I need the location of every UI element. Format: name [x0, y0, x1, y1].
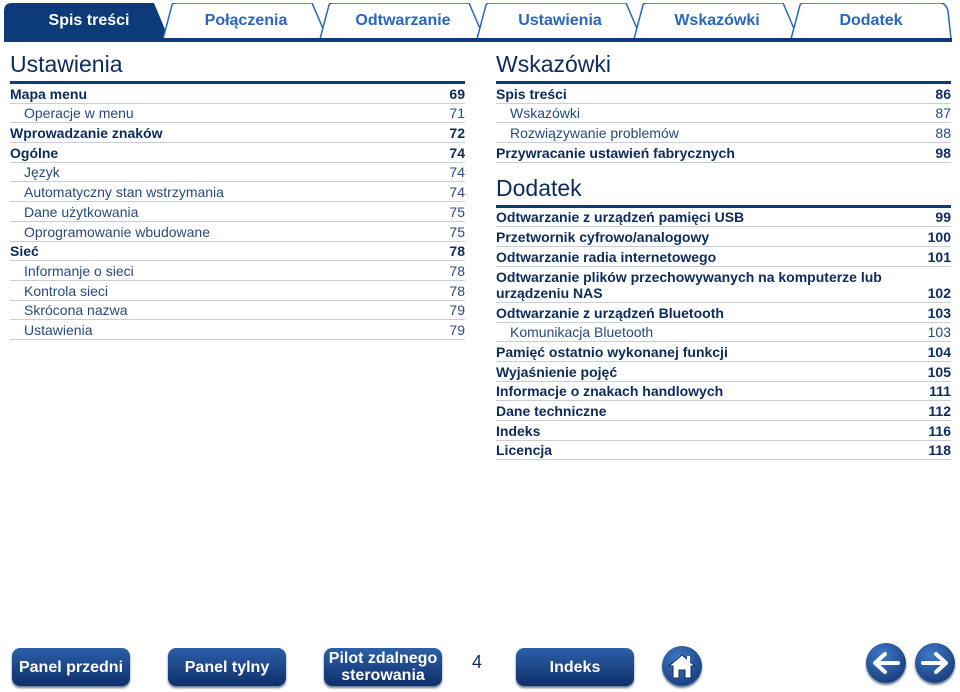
toc-entry-page: 78	[449, 243, 465, 260]
tab-bar	[4, 3, 952, 41]
button-label-line2: sterowania	[341, 667, 425, 684]
toc-list	[496, 208, 951, 461]
toc-entry[interactable]	[496, 342, 951, 362]
toc-entry[interactable]	[10, 242, 465, 262]
toc-entry-label: Odtwarzanie radia internetowego	[496, 248, 717, 265]
tab-label: Odtwarzanie	[355, 12, 451, 29]
section-title: Ustawienia	[10, 50, 465, 84]
toc-entry[interactable]	[10, 143, 465, 163]
button-label: Panel tylny	[184, 658, 270, 676]
remote-control-button[interactable]	[324, 648, 442, 686]
toc-entry-label: Przetwornik cyfrowo/analogowy	[496, 229, 710, 246]
rear-panel-button[interactable]	[168, 648, 286, 686]
toc-entry-page: 111	[929, 383, 951, 400]
back-button[interactable]	[866, 643, 906, 683]
toc-entry[interactable]	[496, 441, 951, 461]
toc-entry-label: Odtwarzanie z urządzeń pamięci USB	[496, 209, 745, 226]
toc-entry[interactable]	[496, 104, 951, 124]
tab-label: Ustawienia	[518, 12, 602, 29]
forward-button[interactable]	[915, 643, 955, 683]
toc-entry[interactable]	[10, 301, 465, 321]
toc-entry-label: Kontrola sieci	[24, 282, 109, 299]
page-number: 4	[472, 652, 483, 672]
toc-entry-label: Odtwarzanie plików przechowywanych na komputerze lub urządzeniu NAS	[496, 268, 882, 301]
tab-label: Spis treści	[48, 12, 130, 29]
toc-entry-label: Oprogramowanie wbudowane	[24, 223, 210, 240]
toc-entry-label: Mapa menu	[10, 85, 88, 102]
toc-entry[interactable]	[496, 247, 951, 267]
toc-entry[interactable]	[10, 123, 465, 143]
toc-entry[interactable]	[496, 362, 951, 382]
toc-entry-page: 88	[935, 125, 951, 142]
toc-entry-page: 112	[928, 402, 951, 419]
home-icon	[667, 652, 697, 680]
toc-entry-label: Wyjaśnienie pojęć	[496, 363, 618, 380]
toc-entry-page: 71	[449, 105, 465, 122]
tab-label: Połączenia	[204, 12, 288, 29]
section-ustawienia	[10, 50, 465, 340]
section-title: Wskazówki	[496, 50, 951, 84]
toc-entry-page: 99	[935, 209, 951, 226]
toc-entry-page: 101	[927, 248, 951, 265]
toc-entry[interactable]	[496, 421, 951, 441]
tab-polaczenia[interactable]	[162, 3, 330, 39]
section-wskazowki	[496, 50, 951, 460]
toc-entry-page: 78	[449, 262, 465, 279]
toc-entry-label: Ogólne	[10, 144, 59, 161]
toc-entry[interactable]	[10, 261, 465, 281]
toc-entry-page: 100	[927, 229, 951, 246]
button-label-line1: Pilot zdalnego	[328, 650, 438, 667]
toc-entry-label: Skrócona nazwa	[24, 302, 128, 319]
toc-list	[496, 84, 951, 163]
toc-entry[interactable]	[10, 320, 465, 340]
toc-entry-page: 87	[935, 105, 951, 122]
toc-entry[interactable]	[496, 208, 951, 228]
toc-entry-label: Język	[24, 164, 60, 181]
toc-entry[interactable]	[496, 123, 951, 143]
toc-entry-page: 74	[449, 144, 465, 161]
toc-entry-label: Ustawienia	[24, 321, 93, 338]
toc-entry-label: Automatyczny stan wstrzymania	[24, 184, 224, 201]
toc-entry-page: 72	[449, 125, 465, 142]
front-panel-button[interactable]	[12, 648, 130, 686]
toc-entry-page: 103	[927, 304, 951, 321]
toc-entry-label: Dane użytkowania	[24, 203, 139, 220]
toc-entry-page: 103	[927, 324, 951, 341]
toc-entry-label: Licencja	[496, 442, 553, 459]
toc-entry[interactable]	[496, 227, 951, 247]
toc-entry-page: 74	[449, 184, 465, 201]
toc-entry[interactable]	[496, 382, 951, 402]
toc-entry[interactable]	[496, 401, 951, 421]
arrow-left-icon	[872, 651, 900, 675]
home-button[interactable]	[662, 646, 702, 686]
tab-dodatek[interactable]	[790, 3, 952, 39]
tab-label: Dodatek	[839, 12, 903, 29]
toc-entry[interactable]	[496, 143, 951, 163]
toc-entry-label: Przywracanie ustawień fabrycznych	[496, 144, 735, 161]
toc-entry-page: 102	[927, 284, 951, 301]
toc-entry-label: Indeks	[496, 422, 541, 439]
toc-entry[interactable]	[496, 323, 951, 343]
toc-entry-page: 78	[449, 282, 465, 299]
toc-entry-label: Operacje w menu	[24, 105, 134, 122]
toc-entry-label: Wprowadzanie znaków	[10, 125, 163, 142]
button-label: Indeks	[549, 658, 601, 676]
toc-list	[10, 84, 465, 340]
toc-entry[interactable]	[10, 182, 465, 202]
toc-entry-page: 75	[449, 203, 465, 220]
toc-entry[interactable]	[496, 303, 951, 323]
toc-entry[interactable]	[10, 84, 465, 104]
tab-odtwarzanie[interactable]	[319, 3, 487, 39]
toc-entry-page: 105	[927, 363, 951, 380]
index-button[interactable]	[516, 648, 634, 686]
toc-entry-page: 118	[928, 442, 951, 459]
toc-entry-label: Sieć	[10, 243, 39, 260]
tab-spis-tresci[interactable]	[4, 3, 174, 39]
toc-entry[interactable]	[10, 202, 465, 222]
toc-entry-label: Odtwarzanie z urządzeń Bluetooth	[496, 304, 724, 321]
toc-entry-label: Informanje o sieci	[24, 262, 134, 279]
toc-entry[interactable]	[10, 281, 465, 301]
toc-entry-label: Spis treści	[496, 85, 567, 102]
arrow-right-icon	[921, 651, 949, 675]
toc-entry-label: Informacje o znakach handlowych	[496, 383, 724, 400]
toc-entry-label: Pamięć ostatnio wykonanej funkcji	[496, 343, 728, 360]
toc-entry[interactable]	[10, 163, 465, 183]
toc-entry-page: 98	[935, 144, 951, 161]
toc-entry-label: Rozwiązywanie problemów	[510, 125, 679, 142]
toc-entry-page: 79	[449, 321, 465, 338]
tab-ustawienia[interactable]	[476, 3, 644, 39]
toc-entry-label: Dane techniczne	[496, 402, 607, 419]
toc-entry-page: 86	[935, 85, 951, 102]
toc-entry-page: 104	[927, 343, 951, 360]
toc-entry-page: 116	[928, 422, 951, 439]
toc-entry[interactable]	[10, 222, 465, 242]
tab-wskazowki[interactable]	[633, 3, 801, 39]
toc-entry-page: 79	[449, 302, 465, 319]
toc-entry-label: Wskazówki	[510, 105, 581, 122]
toc-entry-page: 74	[449, 164, 465, 181]
toc-entry[interactable]	[496, 84, 951, 104]
tab-bar-rule	[4, 38, 952, 42]
toc-entry[interactable]	[10, 104, 465, 124]
section-title-dodatek: Dodatek	[496, 169, 951, 208]
toc-entry-label: Komunikacja Bluetooth	[510, 324, 654, 341]
toc-entry-page: 75	[449, 223, 465, 240]
tab-label: Wskazówki	[674, 12, 760, 29]
button-label: Panel przedni	[18, 658, 124, 676]
toc-entry[interactable]	[496, 267, 951, 303]
toc-entry-page: 69	[449, 85, 465, 102]
